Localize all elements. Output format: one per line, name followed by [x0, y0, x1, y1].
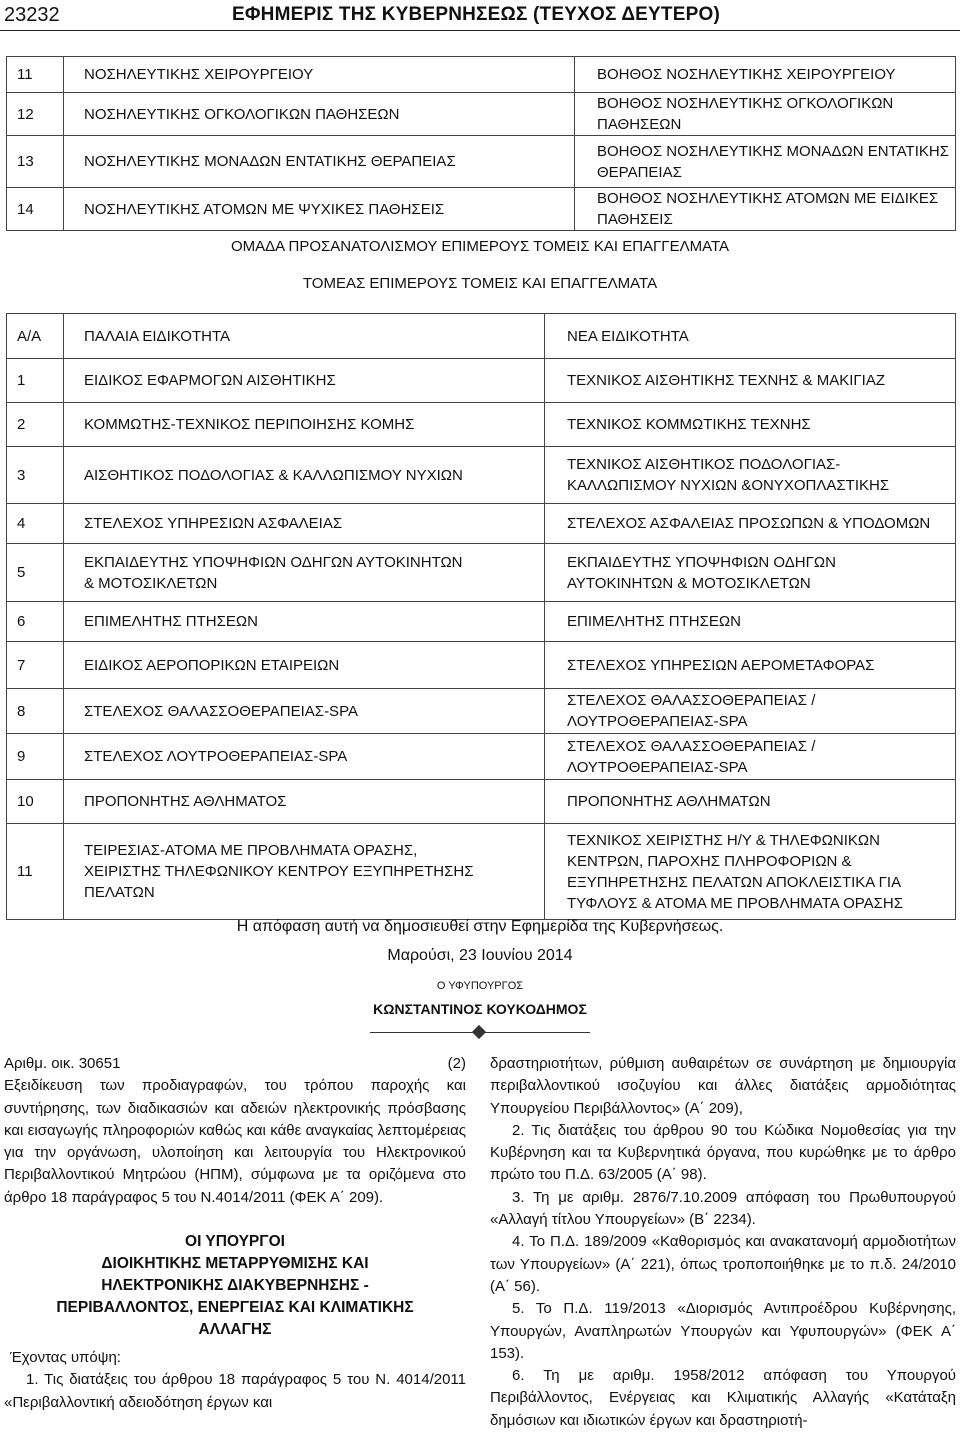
- ministers-heading-4: ΠΕΡΙΒΑΛΛΟΝΤΟΣ, ΕΝΕΡΓΕΙΑΣ ΚΑΙ ΚΛΙΜΑΤΙΚΗΣ: [56, 1299, 414, 1317]
- new-specialty: ΤΕΧΝΙΚΟΣ ΑΙΣΘΗΤΙΚΟΣ ΠΟΔΟΛΟΓΙΑΣ-ΚΑΛΛΩΠΙΣΜΟΥ ΝΥΧΙΩΝ &ΟΝΥΧΟΠΛΑΣΤΙΚΗΣ: [545, 447, 956, 504]
- decision-reference: [4, 1053, 466, 1075]
- gazette-title: ΕΦΗΜΕΡΙΣ ΤΗΣ ΚΥΒΕΡΝΗΣΕΩΣ (ΤΕΥΧΟΣ ΔΕΥΤΕΡΟ): [232, 4, 720, 25]
- new-specialty: ΣΤΕΛΕΧΟΣ ΘΑΛΑΣΣΟΘΕΡΑΠΕΙΑΣ /ΛΟΥΤΡΟΘΕΡΑΠΕΙΑΣ-SPA: [545, 734, 956, 780]
- table-row: [7, 602, 956, 642]
- new-specialty: ΠΡΟΠΟΝΗΤΗΣ ΑΘΛΗΜΑΤΩΝ: [545, 780, 956, 824]
- consideration-item-4: 4. Το Π.Δ. 189/2009 «Καθορισμός και ανακατανομή αρμοδιοτήτων των Υπουργείων» (Α΄ 221), όπως τροποποιήθηκε με το π.δ. 24/2010 (Α΄ 56).: [490, 1233, 956, 1295]
- consideration-item-3: 3. Τη με αριθμ. 2876/7.10.2009 απόφαση του Πρωθυπουργού «Αλλαγή τίτλου Υπουργείων» (Β΄ 2234).: [490, 1188, 956, 1229]
- ministers-heading-3: ΗΛΕΚΤΡΟΝΙΚΗΣ ΔΙΑΚΥΒΕΡΝΗΣΗΣ -: [101, 1277, 369, 1295]
- decision-subject: Εξειδίκευση των προδιαγραφών, του τρόπου παροχής και συντήρησης, των διαδικασιών και αδειών ηλεκτρονικής πρόσβασης και εισαγωγής πληροφοριών καθώς και κάθε αναγκαίας λεπτομέρειας για την οργάνωση, υλοποίηση και λειτουργία του Ηλεκτρονικού Περιβαλλοντικού Μητρώου (ΗΠΜ), σύμφωνα με τα οριζόμενα στο άρθρο 18 παράγραφος 5 του Ν.4014/2011 (ΦΕΚ Α΄ 209).: [4, 1077, 466, 1206]
- new-specialty: ΕΠΙΜΕΛΗΤΗΣ ΠΤΗΣΕΩΝ: [545, 602, 956, 642]
- old-specialty: ΝΟΣΗΛΕΥΤΙΚΗΣ ΟΓΚΟΛΟΓΙΚΩΝ ΠΑΘΗΣΕΩΝ: [64, 93, 575, 136]
- new-specialty: ΣΤΕΛΕΧΟΣ ΘΑΛΑΣΣΟΘΕΡΑΠΕΙΑΣ /ΛΟΥΤΡΟΘΕΡΑΠΕΙΑΣ-SPA: [545, 689, 956, 734]
- ministers-heading-2: ΔΙΟΙΚΗΤΙΚΗΣ ΜΕΤΑΡΡΥΘΜΙΣΗΣ ΚΑΙ: [101, 1255, 369, 1273]
- table-row: [7, 689, 956, 734]
- new-specialty: ΤΕΧΝΙΚΟΣ ΚΟΜΜΩΤΙΚΗΣ ΤΕΧΝΗΣ: [545, 403, 956, 447]
- sector-title: ΤΟΜΕΑΣ ΕΠΙΜΕΡΟΥΣ ΤΟΜΕΙΣ ΚΑΙ ΕΠΑΓΓΕΛΜΑΤΑ: [302, 275, 658, 292]
- new-specialty: ΣΤΕΛΕΧΟΣ ΑΣΦΑΛΕΙΑΣ ΠΡΟΣΩΠΩΝ & ΥΠΟΔΟΜΩΝ: [545, 504, 956, 544]
- new-specialty: ΤΕΧΝΙΚΟΣ ΧΕΙΡΙΣΤΗΣ Η/Υ & ΤΗΛΕΦΩΝΙΚΩΝ ΚΕΝΤΡΩΝ, ΠΑΡΟΧΗΣ ΠΛΗΡΟΦΟΡΙΩΝ & ΕΞΥΠΗΡΕΤΗΣΗΣ ΠΕΛΑΤΩΝ ΑΠΟΚΛΕΙΣΤΙΚΑ ΓΙΑ ΤΥΦΛΟΥΣ & ΑΤΟΜΑ ΜΕ ΠΡΟΒΛΗΜΑΤΑ ΟΡΑΣΗΣ: [545, 824, 956, 920]
- table-row: [7, 403, 956, 447]
- consideration-item-2: 2. Τις διατάξεις του άρθρου 90 του Κώδικα Νομοθεσίας για την Κυβέρνηση και τα Κυβερνητικά όργανα, που κυρώθηκε με το άρθρο πρώτο του Π.Δ. 63/2005 (Α΄ 98).: [490, 1121, 956, 1184]
- old-specialty: ΤΕΙΡΕΣΙΑΣ-ΑΤΟΜΑ ΜΕ ΠΡΟΒΛΗΜΑΤΑ ΟΡΑΣΗΣ, ΧΕΙΡΙΣΤΗΣ ΤΗΛΕΦΩΝΙΚΟΥ ΚΕΝΤΡΟΥ ΕΞΥΠΗΡΕΤΗΣΗΣ ΠΕΛΑΤΩΝ: [64, 824, 545, 920]
- page-header: [0, 0, 960, 31]
- new-specialty: ΒΟΗΘΟΣ ΝΟΣΗΛΕΥΤΙΚΗΣ ΟΓΚΟΛΟΓΙΚΩΝ ΠΑΘΗΣΕΩΝ: [575, 93, 956, 136]
- considering-label: Έχοντας υπόψη:: [10, 1349, 121, 1367]
- reference-number: Αριθμ. οικ. 30651: [4, 1055, 121, 1072]
- row-number: 14: [7, 188, 64, 231]
- table-row: [7, 734, 956, 780]
- consideration-item-6: 6. Τη με αριθμ. 1958/2012 απόφαση του Υπουργού Περιβάλλοντος, Ενέργειας και Κλιματικής Αλλαγής «Κατάταξη δημόσιων και ιδιωτικών έργων και δραστηριοτή-: [490, 1367, 956, 1429]
- row-number: 2: [7, 403, 64, 447]
- specialties-table-1: [6, 56, 956, 231]
- old-specialty: ΕΚΠΑΙΔΕΥΤΗΣ ΥΠΟΨΗΦΙΩΝ ΟΔΗΓΩΝ ΑΥΤΟΚΙΝΗΤΩΝ & ΜΟΤΟΣΙΚΛΕΤΩΝ: [64, 544, 545, 602]
- ministers-heading-1: ΟΙ ΥΠΟΥΡΓΟΙ: [185, 1233, 285, 1251]
- old-specialty: ΠΡΟΠΟΝΗΤΗΣ ΑΘΛΗΜΑΤΟΣ: [64, 780, 545, 824]
- col-header-old: ΠΑΛΑΙΑ ΕΙΔΙΚΟΤΗΤΑ: [64, 314, 545, 359]
- row-number: 12: [7, 93, 64, 136]
- signatory-role: Ο ΥΦΥΠΟΥΡΓΟΣ: [436, 980, 524, 992]
- reference-code: (2): [447, 1055, 466, 1072]
- table-row: [7, 504, 956, 544]
- publish-statement: Η απόφαση αυτή να δημοσιευθεί στην Εφημερίδα της Κυβερνήσεως.: [236, 918, 724, 935]
- group-title: ΟΜΑΔΑ ΠΡΟΣΑΝΑΤΟΛΙΣΜΟΥ ΕΠΙΜΕΡΟΥΣ ΤΟΜΕΙΣ ΚΑΙ ΕΠΑΓΓΕΛΜΑΤΑ: [230, 238, 730, 255]
- row-number: 1: [7, 359, 64, 403]
- row-number: 3: [7, 447, 64, 504]
- diamond-ornament-icon: [472, 1025, 486, 1039]
- old-specialty: ΚΟΜΜΩΤΗΣ-ΤΕΧΝΙΚΟΣ ΠΕΡΙΠΟΙΗΣΗΣ ΚΟΜΗΣ: [64, 403, 545, 447]
- table-row: [7, 824, 956, 920]
- table-row: [7, 136, 956, 188]
- table-row: [7, 93, 956, 136]
- decision-right-column: [490, 1053, 956, 1432]
- old-specialty: ΝΟΣΗΛΕΥΤΙΚΗΣ ΑΤΟΜΩΝ ΜΕ ΨΥΧΙΚΕΣ ΠΑΘΗΣΕΙΣ: [64, 188, 575, 231]
- old-specialty: ΣΤΕΛΕΧΟΣ ΥΠΗΡΕΣΙΩΝ ΑΣΦΑΛΕΙΑΣ: [64, 504, 545, 544]
- table-row: [7, 57, 956, 93]
- ministers-heading-5: ΑΛΛΑΓΗΣ: [198, 1321, 272, 1339]
- new-specialty: ΣΤΕΛΕΧΟΣ ΥΠΗΡΕΣΙΩΝ ΑΕΡΟΜΕΤΑΦΟΡΑΣ: [545, 642, 956, 689]
- row-number: 5: [7, 544, 64, 602]
- row-number: 9: [7, 734, 64, 780]
- old-specialty: ΕΠΙΜΕΛΗΤΗΣ ΠΤΗΣΕΩΝ: [64, 602, 545, 642]
- consideration-item-1-continued: δραστηριοτήτων, ρύθμιση αυθαιρέτων σε συνάρτηση με δημιουργία περιβαλλοντικού ισοζυγίου και άλλες διατάξεις αρμοδιότητας Υπουργείου Περιβάλλοντος» (Α΄ 209),: [490, 1055, 956, 1117]
- consideration-item-1: 1. Τις διατάξεις του άρθρου 18 παράγραφος 5 του Ν. 4014/2011 «Περιβαλλοντική αδειοδότηση έργων και: [4, 1371, 466, 1411]
- table-row: [7, 359, 956, 403]
- row-number: 8: [7, 689, 64, 734]
- page-number: 23232: [4, 3, 60, 26]
- new-specialty: ΒΟΗΘΟΣ ΝΟΣΗΛΕΥΤΙΚΗΣ ΧΕΙΡΟΥΡΓΕΙΟΥ: [575, 57, 956, 93]
- col-header-new: ΝΕΑ ΕΙΔΙΚΟΤΗΤΑ: [545, 314, 956, 359]
- row-number: 7: [7, 642, 64, 689]
- row-number: 10: [7, 780, 64, 824]
- old-specialty: ΝΟΣΗΛΕΥΤΙΚΗΣ ΧΕΙΡΟΥΡΓΕΙΟΥ: [64, 57, 575, 93]
- row-number: 13: [7, 136, 64, 188]
- place-date: Μαρούσι, 23 Ιουνίου 2014: [387, 947, 573, 964]
- new-specialty: ΒΟΗΘΟΣ ΝΟΣΗΛΕΥΤΙΚΗΣ ΜΟΝΑΔΩΝ ΕΝΤΑΤΙΚΗΣ ΘΕΡΑΠΕΙΑΣ: [575, 136, 956, 188]
- old-specialty: ΕΙΔΙΚΟΣ ΑΕΡΟΠΟΡΙΚΩΝ ΕΤΑΙΡΕΙΩΝ: [64, 642, 545, 689]
- table-row: [7, 780, 956, 824]
- specialties-table-2: [6, 313, 956, 920]
- row-number: 6: [7, 602, 64, 642]
- col-header-no: Α/Α: [7, 314, 64, 359]
- new-specialty: ΒΟΗΘΟΣ ΝΟΣΗΛΕΥΤΙΚΗΣ ΑΤΟΜΩΝ ΜΕ ΕΙΔΙΚΕΣ ΠΑΘΗΣΕΙΣ: [575, 188, 956, 231]
- table-row: [7, 642, 956, 689]
- row-number: 11: [7, 57, 64, 93]
- table-row: [7, 544, 956, 602]
- row-number: 4: [7, 504, 64, 544]
- new-specialty: ΤΕΧΝΙΚΟΣ ΑΙΣΘΗΤΙΚΗΣ ΤΕΧΝΗΣ & ΜΑΚΙΓΙΑΖ: [545, 359, 956, 403]
- decision-left-column: [4, 1053, 466, 1414]
- table-row: [7, 447, 956, 504]
- old-specialty: ΕΙΔΙΚΟΣ ΕΦΑΡΜΟΓΩΝ ΑΙΣΘΗΤΙΚΗΣ: [64, 359, 545, 403]
- consideration-item-5: 5. Το Π.Δ. 119/2013 «Διορισμός Αντιπροέδρου Κυβέρνησης, Υπουργών, Αναπληρωτών Υπουργών και Υφυπουργών» (ΦΕΚ Α΄ 153).: [490, 1300, 956, 1362]
- row-number: 11: [7, 824, 64, 920]
- new-specialty: ΕΚΠΑΙΔΕΥΤΗΣ ΥΠΟΨΗΦΙΩΝ ΟΔΗΓΩΝ ΑΥΤΟΚΙΝΗΤΩΝ & ΜΟΤΟΣΙΚΛΕΤΩΝ: [545, 544, 956, 602]
- signatory-name: ΚΩΝΣΤΑΝΤΙΝΟΣ ΚΟΥΚΟΔΗΜΟΣ: [373, 1001, 587, 1017]
- old-specialty: ΑΙΣΘΗΤΙΚΟΣ ΠΟΔΟΛΟΓΙΑΣ & ΚΑΛΛΩΠΙΣΜΟΥ ΝΥΧΙΩΝ: [64, 447, 545, 504]
- table-header-row: [7, 314, 956, 359]
- old-specialty: ΣΤΕΛΕΧΟΣ ΘΑΛΑΣΣΟΘΕΡΑΠΕΙΑΣ-SPA: [64, 689, 545, 734]
- old-specialty: ΣΤΕΛΕΧΟΣ ΛΟΥΤΡΟΘΕΡΑΠΕΙΑΣ-SPA: [64, 734, 545, 780]
- table-row: [7, 188, 956, 231]
- old-specialty: ΝΟΣΗΛΕΥΤΙΚΗΣ ΜΟΝΑΔΩΝ ΕΝΤΑΤΙΚΗΣ ΘΕΡΑΠΕΙΑΣ: [64, 136, 575, 188]
